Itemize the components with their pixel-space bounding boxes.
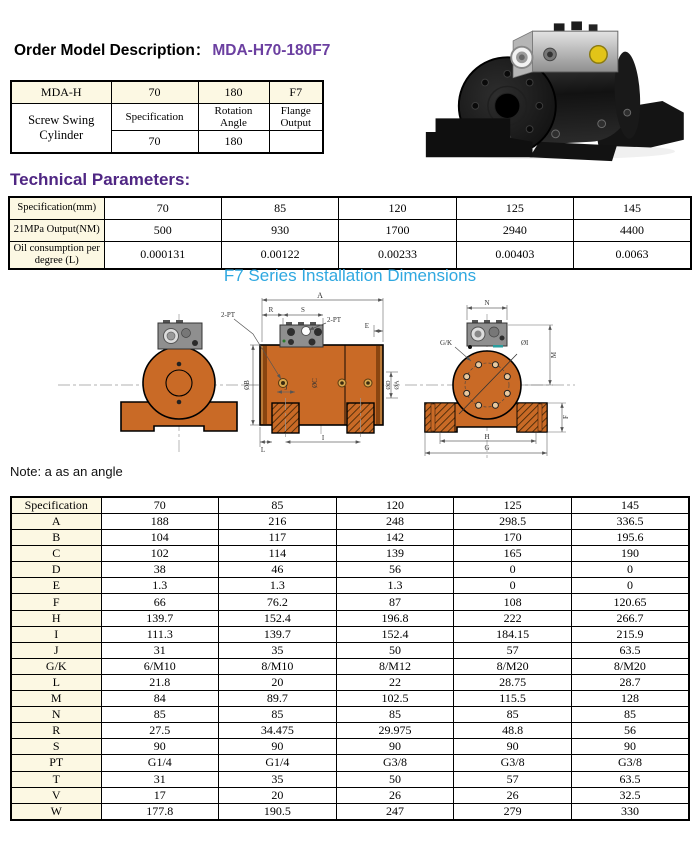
- table-row: [11, 497, 689, 514]
- value-cell: 195.6: [571, 530, 689, 546]
- value-cell: 90: [101, 739, 219, 755]
- dim-label-s: S: [301, 306, 305, 314]
- row-label-cell: E: [11, 578, 101, 594]
- value-cell: 1.3: [336, 578, 454, 594]
- value-cell: 32.5: [571, 787, 689, 803]
- value-cell: 66: [101, 594, 219, 610]
- value-cell: 145: [574, 197, 691, 219]
- technical-parameters-title: Technical Parameters:: [10, 170, 191, 189]
- value-cell: 0: [454, 578, 572, 594]
- value-cell: 85: [221, 197, 338, 219]
- row-label-cell: V: [11, 787, 101, 803]
- value-cell: 139.7: [219, 626, 337, 642]
- value-cell: 0.00233: [339, 241, 456, 269]
- value-cell: 1700: [339, 219, 456, 241]
- value-cell: 0: [571, 562, 689, 578]
- row-label-cell: G/K: [11, 658, 101, 674]
- table-row: [11, 707, 689, 723]
- value-cell: 0: [571, 578, 689, 594]
- value-cell: 90: [336, 739, 454, 755]
- value-cell: 139.7: [101, 610, 219, 626]
- value-cell: 165: [454, 546, 572, 562]
- row-label-cell: 21MPa Output(NM): [9, 219, 104, 241]
- value-cell: 139: [336, 546, 454, 562]
- table-row: [9, 241, 691, 269]
- value-cell: 31: [101, 642, 219, 658]
- model-cell: 70: [111, 81, 198, 103]
- drawing-side-view: [221, 292, 401, 454]
- value-cell: 142: [336, 530, 454, 546]
- value-cell: 90: [571, 739, 689, 755]
- value-cell: 120: [339, 197, 456, 219]
- table-row: [11, 787, 689, 803]
- model-cell: 180: [198, 81, 269, 103]
- value-cell: 26: [336, 787, 454, 803]
- value-cell: 266.7: [571, 610, 689, 626]
- table-row: [11, 658, 689, 674]
- value-cell: 28.75: [454, 674, 572, 690]
- value-cell: G1/4: [219, 755, 337, 771]
- value-cell: 8/M20: [571, 658, 689, 674]
- model-cell: 180: [198, 130, 269, 153]
- value-cell: 930: [221, 219, 338, 241]
- row-label-cell: B: [11, 530, 101, 546]
- value-cell: 188: [101, 514, 219, 530]
- table-row: [11, 578, 689, 594]
- dim-label-a: A: [317, 292, 323, 300]
- value-cell: 1.3: [101, 578, 219, 594]
- value-cell: 8/M20: [454, 658, 572, 674]
- model-cell: Flange Output: [269, 103, 323, 130]
- value-cell: 117: [219, 530, 337, 546]
- value-cell: 0.000131: [104, 241, 221, 269]
- row-label-cell: Specification(mm): [9, 197, 104, 219]
- table-row: [11, 771, 689, 787]
- value-cell: G3/8: [571, 755, 689, 771]
- value-cell: 27.5: [101, 723, 219, 739]
- dim-label-pt-body: 2-PT: [221, 311, 235, 319]
- order-model-value: MDA-H70-180F7: [212, 42, 331, 59]
- value-cell: 0.00403: [456, 241, 573, 269]
- value-cell: 17: [101, 787, 219, 803]
- installation-dimensions-title: F7 Series Installation Dimensions: [223, 266, 477, 285]
- value-cell: 125: [456, 197, 573, 219]
- value-cell: 177.8: [101, 803, 219, 820]
- value-cell: 46: [219, 562, 337, 578]
- value-cell: 190.5: [219, 803, 337, 820]
- table-row: [11, 642, 689, 658]
- value-cell: 28.7: [571, 674, 689, 690]
- row-label-cell: J: [11, 642, 101, 658]
- value-cell: 222: [454, 610, 572, 626]
- value-cell: 1.3: [219, 578, 337, 594]
- value-cell: 216: [219, 514, 337, 530]
- value-cell: 90: [219, 739, 337, 755]
- value-cell: 115.5: [454, 691, 572, 707]
- value-cell: 248: [336, 514, 454, 530]
- product-photo: [405, 4, 693, 164]
- value-cell: 125: [454, 497, 572, 514]
- table-row: [11, 739, 689, 755]
- installation-drawing: [0, 292, 700, 464]
- value-cell: 102.5: [336, 691, 454, 707]
- dim-label-e: E: [364, 322, 369, 330]
- value-cell: 85: [454, 707, 572, 723]
- value-cell: 8/M10: [219, 658, 337, 674]
- value-cell: 29.975: [336, 723, 454, 739]
- value-cell: 90: [454, 739, 572, 755]
- model-cell: 70: [111, 130, 198, 153]
- value-cell: 63.5: [571, 642, 689, 658]
- value-cell: 70: [104, 197, 221, 219]
- row-label-cell: M: [11, 691, 101, 707]
- value-cell: 128: [571, 691, 689, 707]
- value-cell: 102: [101, 546, 219, 562]
- value-cell: 85: [219, 707, 337, 723]
- value-cell: 85: [219, 497, 337, 514]
- dim-label-i: I: [321, 434, 325, 442]
- value-cell: 152.4: [219, 610, 337, 626]
- value-cell: 0.0063: [574, 241, 691, 269]
- value-cell: 63.5: [571, 771, 689, 787]
- value-cell: 0.00122: [221, 241, 338, 269]
- value-cell: 120.65: [571, 594, 689, 610]
- drawing-note: Note: a as an angle: [10, 464, 123, 479]
- product-name-cell: Screw Swing Cylinder: [11, 103, 111, 153]
- table-row: [11, 803, 689, 820]
- value-cell: 145: [571, 497, 689, 514]
- table-row: [11, 610, 689, 626]
- value-cell: 70: [101, 497, 219, 514]
- value-cell: 89.7: [219, 691, 337, 707]
- dim-label-n: N: [484, 299, 490, 307]
- row-label-cell: N: [11, 707, 101, 723]
- value-cell: 8/M12: [336, 658, 454, 674]
- value-cell: 104: [101, 530, 219, 546]
- row-label-cell: Specification: [11, 497, 101, 514]
- dim-label-r: R: [268, 306, 274, 314]
- value-cell: 330: [571, 803, 689, 820]
- value-cell: 57: [454, 642, 572, 658]
- row-label-cell: S: [11, 739, 101, 755]
- value-cell: 279: [454, 803, 572, 820]
- value-cell: 85: [571, 707, 689, 723]
- dim-label-l: L: [260, 446, 266, 454]
- value-cell: 20: [219, 787, 337, 803]
- value-cell: 35: [219, 771, 337, 787]
- table-row: [11, 546, 689, 562]
- dim-label-h: H: [484, 433, 490, 441]
- value-cell: 50: [336, 771, 454, 787]
- value-cell: G3/8: [336, 755, 454, 771]
- row-label-cell: F: [11, 594, 101, 610]
- value-cell: 111.3: [101, 626, 219, 642]
- value-cell: 152.4: [336, 626, 454, 642]
- value-cell: 336.5: [571, 514, 689, 530]
- value-cell: 500: [104, 219, 221, 241]
- value-cell: 4400: [574, 219, 691, 241]
- row-label-cell: I: [11, 626, 101, 642]
- value-cell: 84: [101, 691, 219, 707]
- row-label-cell: L: [11, 674, 101, 690]
- value-cell: 108: [454, 594, 572, 610]
- value-cell: 26: [454, 787, 572, 803]
- value-cell: 57: [454, 771, 572, 787]
- row-label-cell: T: [11, 771, 101, 787]
- value-cell: 76.2: [219, 594, 337, 610]
- value-cell: 34.475: [219, 723, 337, 739]
- value-cell: 56: [336, 562, 454, 578]
- value-cell: 298.5: [454, 514, 572, 530]
- order-model-heading: [14, 38, 330, 60]
- model-cell: F7: [269, 81, 323, 103]
- table-row: [11, 103, 323, 130]
- value-cell: 120: [336, 497, 454, 514]
- row-label-cell: PT: [11, 755, 101, 771]
- value-cell: G1/4: [101, 755, 219, 771]
- table-row: [9, 219, 691, 241]
- value-cell: 85: [101, 707, 219, 723]
- value-cell: 20: [219, 674, 337, 690]
- dim-label-phi-i: ØI: [521, 339, 529, 347]
- dim-label-g: G: [484, 444, 490, 452]
- spec-dimensions-table: [10, 496, 690, 821]
- dim-label-phi-a: ØA: [393, 380, 401, 390]
- table-row: [11, 594, 689, 610]
- dim-label-phi-c: ØC: [311, 378, 319, 388]
- model-cell: [269, 130, 323, 153]
- dim-label-phi-b: ØB: [243, 380, 251, 390]
- value-cell: 170: [454, 530, 572, 546]
- value-cell: 22: [336, 674, 454, 690]
- table-row: [11, 626, 689, 642]
- value-cell: 38: [101, 562, 219, 578]
- value-cell: 48.8: [454, 723, 572, 739]
- value-cell: 6/M10: [101, 658, 219, 674]
- value-cell: 31: [101, 771, 219, 787]
- dim-label-j: J: [284, 384, 288, 392]
- model-table: [10, 80, 324, 154]
- dim-label-f: F: [562, 415, 570, 419]
- table-row: [11, 530, 689, 546]
- row-label-cell: Oil consumption per degree (L): [9, 241, 104, 269]
- model-cell: Specification: [111, 103, 198, 130]
- row-label-cell: D: [11, 562, 101, 578]
- value-cell: 0: [454, 562, 572, 578]
- drawing-flange-view: [405, 299, 575, 460]
- value-cell: 114: [219, 546, 337, 562]
- value-cell: 50: [336, 642, 454, 658]
- value-cell: 247: [336, 803, 454, 820]
- table-row: [11, 674, 689, 690]
- row-label-cell: R: [11, 723, 101, 739]
- value-cell: 184.15: [454, 626, 572, 642]
- value-cell: 85: [336, 707, 454, 723]
- row-label-cell: A: [11, 514, 101, 530]
- row-label-cell: H: [11, 610, 101, 626]
- value-cell: 56: [571, 723, 689, 739]
- order-model-label: Order Model Description：: [14, 42, 211, 59]
- value-cell: 35: [219, 642, 337, 658]
- row-label-cell: W: [11, 803, 101, 820]
- dim-label-pt-valve: 2-PT: [327, 316, 341, 324]
- table-row: [11, 755, 689, 771]
- value-cell: G3/8: [454, 755, 572, 771]
- value-cell: 215.9: [571, 626, 689, 642]
- table-row: [11, 723, 689, 739]
- value-cell: 2940: [456, 219, 573, 241]
- row-label-cell: C: [11, 546, 101, 562]
- value-cell: 21.8: [101, 674, 219, 690]
- value-cell: 190: [571, 546, 689, 562]
- dim-label-m: M: [550, 351, 558, 359]
- model-cell: Rotation Angle: [198, 103, 269, 130]
- table-row: [11, 691, 689, 707]
- table-row: [11, 562, 689, 578]
- technical-parameters-table: [8, 196, 692, 270]
- value-cell: 196.8: [336, 610, 454, 626]
- dim-label-gk: G/K: [440, 339, 453, 347]
- value-cell: 87: [336, 594, 454, 610]
- dim-label-phi-d: ØD: [385, 380, 392, 390]
- table-row: [11, 81, 323, 103]
- table-row: [9, 197, 691, 219]
- table-row: [11, 514, 689, 530]
- model-cell: MDA-H: [11, 81, 111, 103]
